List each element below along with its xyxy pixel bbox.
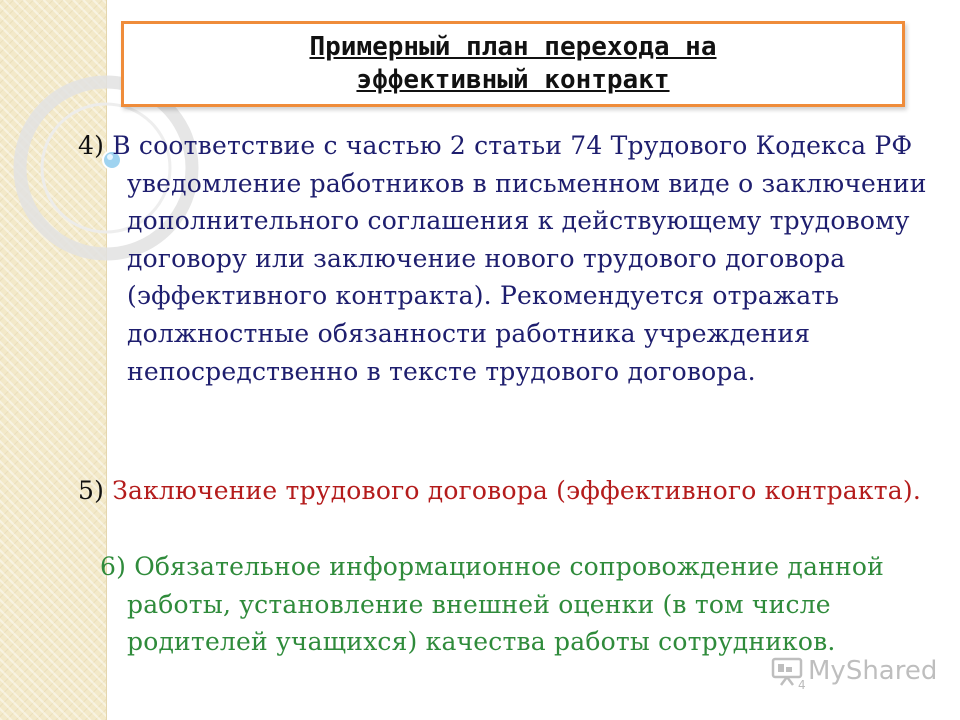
item-text: Обязательное информационное сопровождение данной работы, установление внешней оценки (в том числе родителей учащихся) качества работы сотрудников.: [127, 552, 884, 657]
plan-item-5: [78, 472, 938, 510]
slide-title-line-1: Примерный план перехода на: [309, 32, 717, 62]
slide-title: [310, 31, 717, 97]
item-text: Заключение трудового договора (эффективного контракта).: [112, 476, 921, 505]
plan-item-4: [78, 127, 938, 390]
plan-item-6: [100, 548, 940, 661]
item-number: 4): [78, 131, 105, 160]
page-number: 4: [798, 678, 806, 692]
watermark-logo-text: MyShared: [808, 656, 938, 686]
item-number: 6): [100, 552, 127, 581]
slide-title-line-2: эффективный контракт: [356, 65, 670, 95]
item-number: 5): [78, 476, 105, 505]
title-box: [121, 21, 905, 107]
presentation-board-icon: [770, 656, 804, 686]
watermark: [770, 656, 937, 686]
item-text: В соответствие с частью 2 статьи 74 Трудового Кодекса РФ уведомление работников в письменном виде о заключении дополнительного соглашения к действующему трудовому договору или заключение нового трудового договора (эффективного контракта). Рекомендуется отражать должностные обязанности работника учреждения непосредственно в тексте трудового договора.: [112, 131, 927, 386]
